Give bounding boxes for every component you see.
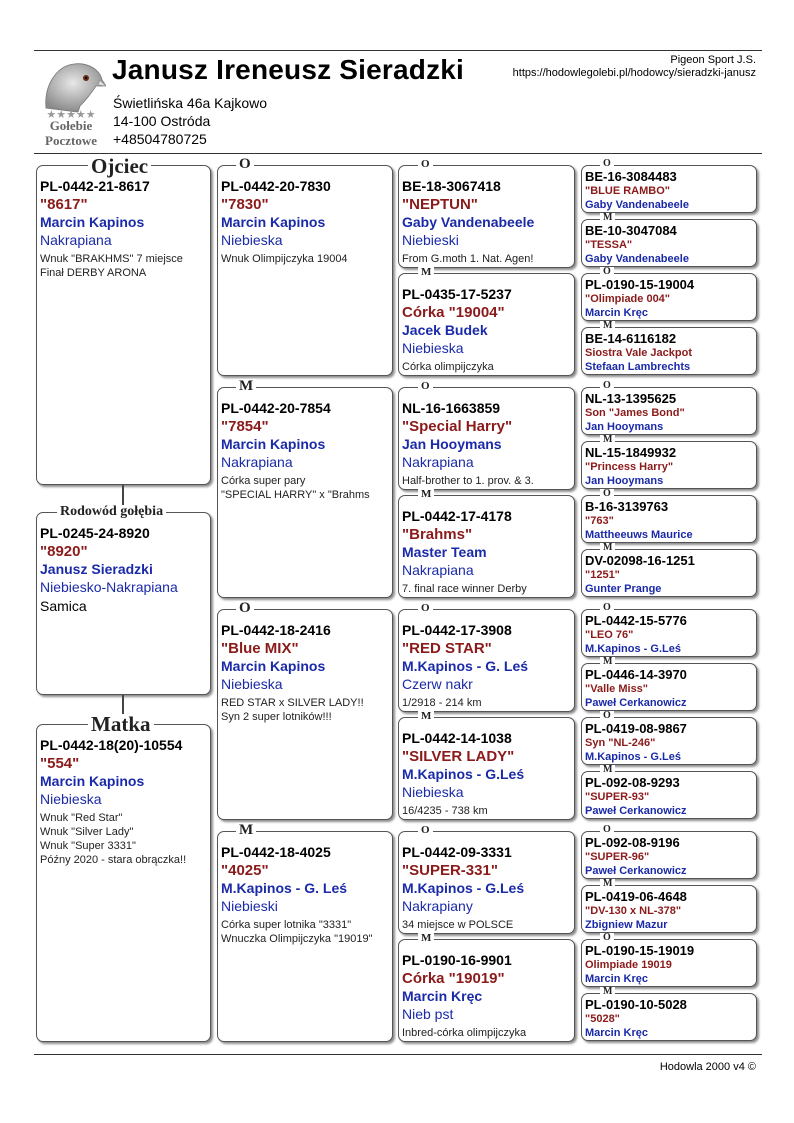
ancestor-box-gen4[interactable] — [581, 441, 757, 489]
pigeon-name: "BLUE RAMBO" — [585, 185, 670, 197]
ancestor-box-gen4[interactable] — [581, 273, 757, 321]
ring-number: NL-13-1395625 — [585, 391, 677, 406]
breeder-name: Marcin Kręc — [585, 973, 648, 985]
breeder-name: Marcin Kręc — [585, 1027, 648, 1039]
breeder-name: Marcin Kręc — [402, 988, 483, 1004]
pigeon-name: Siostra Vale Jackpot — [585, 347, 692, 359]
ancestor-box-gen4[interactable] — [581, 663, 757, 711]
breeder-name: Marcin Kręc — [585, 307, 648, 319]
breeder-name: Paweł Cerkanowicz — [585, 805, 687, 817]
breeder-name: Marcin Kapinos — [221, 214, 326, 230]
note-line: RED STAR x SILVER LADY!! — [221, 697, 364, 709]
ancestor-box-gen4[interactable] — [581, 939, 757, 987]
pigeon-name: "4025" — [221, 862, 269, 879]
breeder-name: Paweł Cerkanowicz — [585, 865, 687, 877]
pigeon-name: "7830" — [221, 196, 269, 213]
subject-box[interactable] — [36, 512, 211, 695]
sire-box[interactable] — [36, 165, 211, 485]
ancestor-box-gen4[interactable] — [581, 609, 757, 657]
owner-name: Janusz Ireneusz Sieradzki — [112, 54, 465, 85]
pigeon-color: Niebiesko-Nakrapiana — [40, 579, 178, 595]
ring-number: PL-0419-08-9867 — [585, 721, 687, 736]
male-mark: O — [236, 601, 254, 616]
female-mark: M — [600, 987, 615, 997]
pigeon-color: Niebieska — [221, 676, 283, 692]
ancestor-box-gen3[interactable] — [398, 495, 575, 598]
ring-number: PL-0190-10-5028 — [585, 997, 687, 1012]
male-mark: O — [236, 157, 254, 172]
note-line: Wnuczka Olimpijczyka "19019" — [221, 933, 373, 945]
ancestor-box-gen4[interactable] — [581, 327, 757, 375]
breeder-name: Jan Hooymans — [402, 436, 502, 452]
breeder-name: Marcin Kapinos — [221, 658, 326, 674]
pigeon-name: "SUPER-96" — [585, 851, 650, 863]
pigeon-name: "SUPER-93" — [585, 791, 650, 803]
pigeon-name: "LEO 76" — [585, 629, 634, 641]
ring-number: BE-14-6116182 — [585, 331, 677, 346]
male-mark: O — [600, 381, 614, 391]
logo — [36, 56, 106, 148]
ancestor-box-gen4[interactable] — [581, 495, 757, 543]
ancestor-box-gen3[interactable] — [398, 273, 575, 376]
note-line: "SPECIAL HARRY" x "Brahms — [221, 489, 370, 501]
logo-text-1: Gołebie — [49, 118, 93, 133]
pigeon-name: "8920" — [40, 543, 88, 560]
female-mark: M — [418, 489, 434, 500]
male-mark: O — [600, 825, 614, 835]
ancestor-box-gen4[interactable] — [581, 219, 757, 267]
ring-number: PL-0190-15-19019 — [585, 943, 695, 958]
breeder-name: Master Team — [402, 544, 487, 560]
ring-number: B-16-3139763 — [585, 499, 669, 514]
ring-number: PL-0442-18-4025 — [221, 844, 331, 860]
note-line: 34 miejsce w POLSCE — [402, 919, 514, 931]
pigeon-name: "SILVER LADY" — [402, 748, 515, 765]
female-mark: M — [418, 711, 434, 722]
address-line-1: Świetlińska 46a Kajkowo — [113, 95, 268, 111]
female-mark: M — [600, 321, 615, 331]
breeder-name: Gunter Prange — [585, 583, 662, 595]
pigeon-color: Nakrapiany — [402, 898, 473, 914]
pigeon-color: Nakrapiana — [402, 562, 474, 578]
ring-number: PL-0442-20-7830 — [221, 178, 331, 194]
pigeon-color: Nakrapiana — [221, 454, 293, 470]
pigeon-name: Córka "19004" — [402, 304, 505, 321]
ring-number: PL-0245-24-8920 — [40, 525, 150, 541]
dam-caption: Matka — [88, 714, 154, 735]
male-mark: O — [600, 603, 614, 613]
ring-number: PL-0442-17-4178 — [402, 508, 512, 524]
breeder-name: Gaby Vandenabeele — [585, 253, 689, 265]
pigeon-color: Niebieski — [221, 898, 278, 914]
note-line: Inbred-córka olimpijczyka — [402, 1027, 527, 1039]
phone: +48504780725 — [113, 131, 207, 147]
note-line: 7. final race winner Derby — [402, 583, 527, 595]
breeder-name: M.Kapinos - G.Leś — [585, 751, 681, 763]
ring-number: BE-10-3047084 — [585, 223, 677, 238]
pigeon-sex: Samica — [40, 598, 87, 614]
ancestor-box-gen4[interactable] — [581, 771, 757, 819]
ring-number: PL-092-08-9293 — [585, 775, 680, 790]
ring-number: NL-16-1663859 — [402, 400, 501, 416]
pigeon-name: "Olimpiade 004" — [585, 293, 671, 305]
svg-text:★★★★★: ★★★★★ — [46, 108, 96, 121]
note-line: Wnuk "Red Star" — [40, 812, 123, 824]
male-mark: O — [600, 933, 614, 943]
ancestor-box-gen3[interactable] — [398, 609, 575, 712]
ring-number: PL-0190-15-19004 — [585, 277, 695, 292]
pigeon-name: "TESSA" — [585, 239, 633, 251]
female-mark: M — [600, 213, 615, 223]
pigeon-name: "Valle Miss" — [585, 683, 649, 695]
logo-text-2: Pocztowe — [45, 133, 97, 148]
ring-number: DV-02098-16-1251 — [585, 553, 695, 568]
note-line: Wnuk "Super 3331" — [40, 840, 136, 852]
ring-number: PL-0442-09-3331 — [402, 844, 512, 860]
pigeon-name: "554" — [40, 755, 80, 772]
male-mark: O — [600, 489, 614, 499]
female-mark: M — [600, 765, 615, 775]
sire-caption: Ojciec — [88, 156, 151, 177]
ring-number: BE-16-3084483 — [585, 169, 677, 184]
pigeon-color: Nakrapiana — [40, 232, 112, 248]
note-line: Half-brother to 1. prov. & 3. — [402, 475, 534, 487]
pigeon-name: "Blue MIX" — [221, 640, 299, 657]
ancestor-box-gen3[interactable] — [398, 717, 575, 820]
male-mark: O — [418, 603, 433, 614]
pigeon-color: Niebieska — [402, 340, 464, 356]
ring-number: PL-0442-18-2416 — [221, 622, 331, 638]
note-line: Późny 2020 - stara obrączka!! — [40, 854, 187, 866]
pigeon-name: "5028" — [585, 1013, 620, 1025]
female-mark: M — [600, 657, 615, 667]
pigeon-name: Córka "19019" — [402, 970, 505, 987]
ancestor-box-gen3[interactable] — [398, 831, 575, 934]
female-mark: M — [600, 435, 615, 445]
note-line: Córka super pary — [221, 475, 306, 487]
breeder-name: Marcin Kapinos — [40, 214, 145, 230]
ring-number: NL-15-1849932 — [585, 445, 677, 460]
breeder-url[interactable]: https://hodowlegolebi.pl/hodowcy/sieradzki-janusz — [512, 67, 756, 79]
ancestor-box-gen4[interactable] — [581, 387, 757, 435]
note-line: Wnuk "Silver Lady" — [40, 826, 134, 838]
male-mark: O — [600, 267, 614, 277]
pigeon-color: Nakrapiana — [402, 454, 474, 470]
subject-caption: Rodowód gołębia — [57, 505, 166, 519]
breeder-name: Jan Hooymans — [585, 421, 664, 433]
pigeon-color: Niebieska — [40, 791, 102, 807]
note-line: From G.moth 1. Nat. Agen! — [402, 253, 534, 265]
female-mark: M — [600, 543, 615, 553]
pigeon-name: "NEPTUN" — [402, 196, 478, 213]
pigeon-name: "Princess Harry" — [585, 461, 674, 473]
pigeon-name: Syn "NL-246" — [585, 737, 656, 749]
pigeon-name: "RED STAR" — [402, 640, 492, 657]
breeder-name: M.Kapinos - G.Leś — [402, 880, 525, 896]
breeder-name: Jacek Budek — [402, 322, 488, 338]
pigeon-name: "7854" — [221, 418, 269, 435]
pigeon-name: "SUPER-331" — [402, 862, 498, 879]
note-line: Córka olimpijczyka — [402, 361, 494, 373]
note-line: Wnuk "BRAKHMS" 7 miejsce — [40, 253, 183, 265]
female-mark: M — [600, 879, 615, 889]
note-line: Finał DERBY ARONA — [40, 267, 147, 279]
female-mark: M — [236, 823, 256, 838]
female-mark: M — [418, 933, 434, 944]
pigeon-name: "1251" — [585, 569, 620, 581]
ancestor-box-gen4[interactable] — [581, 831, 757, 879]
note-line: 1/2918 - 214 km — [402, 697, 482, 709]
dam-box[interactable] — [36, 724, 211, 1042]
breeder-name: Zbigniew Mazur — [585, 919, 668, 931]
ring-number: PL-0442-20-7854 — [221, 400, 331, 416]
pigeon-name: "763" — [585, 515, 614, 527]
note-line: Wnuk Olimpijczyka 19004 — [221, 253, 348, 265]
pigeon-name: Son "James Bond" — [585, 407, 685, 419]
male-mark: O — [418, 381, 433, 392]
ancestor-box-gen3[interactable] — [398, 165, 575, 268]
female-mark: M — [418, 267, 434, 278]
male-mark: O — [600, 159, 614, 169]
breeder-name: M.Kapinos - G. Leś — [221, 880, 348, 896]
ring-number: PL-0442-17-3908 — [402, 622, 512, 638]
ancestor-box-gen2[interactable] — [217, 609, 393, 820]
ancestor-box-gen3[interactable] — [398, 939, 575, 1042]
pigeon-color: Czerw nakr — [402, 676, 473, 692]
pigeon-name: "Brahms" — [402, 526, 473, 543]
top-rule — [34, 50, 762, 51]
breeder-name: Jan Hooymans — [585, 475, 664, 487]
note-line: 16/4235 - 738 km — [402, 805, 488, 817]
pigeon-name: "Special Harry" — [402, 418, 513, 435]
male-mark: O — [418, 825, 433, 836]
ring-number: BE-18-3067418 — [402, 178, 501, 194]
breeder-name: Mattheeuws Maurice — [585, 529, 693, 541]
address-line-2: 14-100 Ostróda — [113, 113, 211, 129]
brand-name: Pigeon Sport J.S. — [670, 54, 756, 66]
female-mark: M — [236, 379, 256, 394]
ring-number: PL-0190-16-9901 — [402, 952, 512, 968]
ring-number: PL-0442-15-5776 — [585, 613, 687, 628]
pigeon-color: Niebieska — [402, 784, 464, 800]
note-line: Córka super lotnika "3331" — [221, 919, 352, 931]
breeder-name: Marcin Kapinos — [221, 436, 326, 452]
ancestor-box-gen2[interactable] — [217, 831, 393, 1042]
ring-number: PL-0442-21-8617 — [40, 178, 150, 194]
breeder-name: Gaby Vandenabeele — [585, 199, 689, 211]
breeder-name: M.Kapinos - G.Leś — [585, 643, 681, 655]
breeder-name: M.Kapinos - G.Leś — [402, 766, 525, 782]
ring-number: PL-0435-17-5237 — [402, 286, 512, 302]
pigeon-name: "8617" — [40, 196, 88, 213]
pigeon-color: Nieb pst — [402, 1006, 454, 1022]
breeder-name: M.Kapinos - G. Leś — [402, 658, 529, 674]
ring-number: PL-0442-18(20)-10554 — [40, 737, 183, 753]
breeder-name: Stefaan Lambrechts — [585, 361, 691, 373]
pigeon-color: Niebieska — [221, 232, 283, 248]
footer-rule — [34, 1054, 762, 1055]
ring-number: PL-092-08-9196 — [585, 835, 680, 850]
breeder-name: Janusz Sieradzki — [40, 561, 153, 577]
ancestor-box-gen4[interactable] — [581, 549, 757, 597]
ancestor-box-gen4[interactable] — [581, 993, 757, 1041]
footer-text: Hodowla 2000 v4 © — [659, 1061, 756, 1073]
pigeon-name: Olimpiade 19019 — [585, 959, 672, 971]
breeder-name: Paweł Cerkanowicz — [585, 697, 687, 709]
male-mark: O — [418, 159, 433, 170]
ring-number: PL-0419-06-4648 — [585, 889, 687, 904]
ancestor-box-gen4[interactable] — [581, 885, 757, 933]
ancestor-box-gen4[interactable] — [581, 165, 757, 213]
ancestor-box-gen3[interactable] — [398, 387, 575, 490]
ring-number: PL-0446-14-3970 — [585, 667, 687, 682]
ancestor-box-gen2[interactable] — [217, 165, 393, 376]
ancestor-box-gen4[interactable] — [581, 717, 757, 765]
pigeon-color: Niebieski — [402, 232, 459, 248]
ancestor-box-gen2[interactable] — [217, 387, 393, 598]
note-line: Syn 2 super lotników!!! — [221, 711, 332, 723]
breeder-name: Gaby Vandenabeele — [402, 214, 535, 230]
male-mark: O — [600, 711, 614, 721]
breeder-name: Marcin Kapinos — [40, 773, 145, 789]
pigeon-name: "DV-130 x NL-378" — [585, 905, 682, 917]
ring-number: PL-0442-14-1038 — [402, 730, 512, 746]
